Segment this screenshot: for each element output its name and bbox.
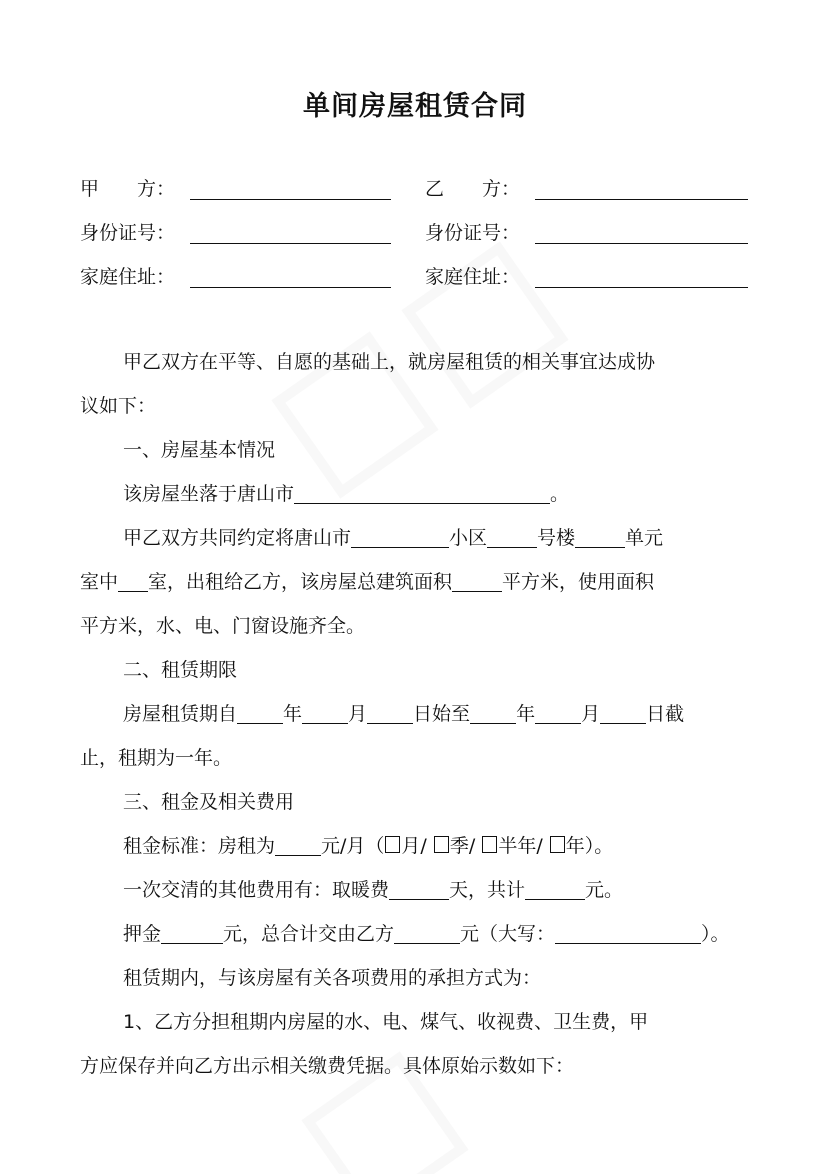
agreement-line-2: 室中 室，出租给乙方，该房屋总建筑面积 平方米，使用面积 xyxy=(80,571,655,593)
section-1-heading: 一、房屋基本情况 xyxy=(123,439,276,461)
heating-total-blank[interactable] xyxy=(525,877,585,900)
intro-line-2: 议如下： xyxy=(80,395,157,417)
party-b-id-label: 身份证号： xyxy=(425,222,521,244)
item-1-line-2: 方应保存并向乙方出示相关缴费凭据。具体原始示数如下： xyxy=(80,1055,575,1077)
unit-blank[interactable] xyxy=(575,525,625,548)
building-blank[interactable] xyxy=(487,525,537,548)
party-a-id-blank[interactable] xyxy=(190,243,391,244)
start-day-blank[interactable] xyxy=(367,701,413,724)
deposit-line: 押金 元，总合计交由乙方 元（大写： ）。 xyxy=(123,923,730,945)
party-b-address-blank[interactable] xyxy=(535,287,748,288)
intro-line-1: 甲乙双方在平等、自愿的基础上，就房屋租赁的相关事宜达成协 xyxy=(123,351,656,373)
rent-amount-blank[interactable] xyxy=(275,833,321,856)
party-a-address-field xyxy=(80,263,392,291)
party-a-id-field xyxy=(80,219,392,247)
half-year-checkbox[interactable] xyxy=(482,836,497,853)
deposit-blank[interactable] xyxy=(161,921,223,944)
party-b-blank[interactable] xyxy=(535,199,748,200)
heating-days-blank[interactable] xyxy=(389,877,449,900)
party-a-blank[interactable] xyxy=(190,199,391,200)
end-day-blank[interactable] xyxy=(600,701,646,724)
amount-in-words-blank[interactable] xyxy=(555,921,701,944)
term-line-1: 房屋租赁期自 年 月 日始至 年 月 日截 xyxy=(123,703,685,725)
agreement-line-3: 平方米，水、电、门窗设施齐全。 xyxy=(80,615,366,637)
end-month-blank[interactable] xyxy=(535,701,581,724)
party-a-field xyxy=(80,175,392,203)
party-a-address-label: 家庭住址： xyxy=(80,266,176,288)
location-blank[interactable] xyxy=(294,481,550,504)
monthly-checkbox[interactable] xyxy=(385,836,400,853)
agreement-line-1: 甲乙双方共同约定将唐山市 小区 号楼 单元 xyxy=(123,527,664,549)
start-month-blank[interactable] xyxy=(302,701,348,724)
location-line: 该房屋坐落于唐山市 。 xyxy=(123,483,570,505)
total-blank[interactable] xyxy=(394,921,460,944)
quarterly-checkbox[interactable] xyxy=(434,836,449,853)
start-year-blank[interactable] xyxy=(237,701,283,724)
costs-intro-line: 租赁期内，与该房屋有关各项费用的承担方式为： xyxy=(123,967,542,989)
rent-standard-line: 租金标准：房租为 元/月（ 月/ 季/ 半年/ 年）。 xyxy=(123,835,614,857)
page-title: 单间房屋租赁合同 xyxy=(303,91,527,122)
section-2-heading: 二、租赁期限 xyxy=(123,659,238,681)
term-line-2: 止，租期为一年。 xyxy=(80,747,233,769)
area-blank[interactable] xyxy=(452,569,502,592)
party-b-address-field xyxy=(425,263,749,291)
party-b-id-blank[interactable] xyxy=(535,243,748,244)
section-3-heading: 三、租金及相关费用 xyxy=(123,791,295,813)
community-blank[interactable] xyxy=(351,525,449,548)
party-b-field xyxy=(425,175,749,203)
party-b-id-field xyxy=(425,219,749,247)
onetime-fees-line: 一次交清的其他费用有：取暖费 天，共计 元。 xyxy=(123,879,624,901)
room-blank[interactable] xyxy=(118,569,148,592)
party-a-id-label: 身份证号： xyxy=(80,222,176,244)
party-b-label: 乙 方： xyxy=(425,178,521,200)
end-year-blank[interactable] xyxy=(470,701,516,724)
party-a-address-blank[interactable] xyxy=(190,287,391,288)
party-a-label: 甲 方： xyxy=(80,178,176,200)
item-1-line-1: 1、乙方分担租期内房屋的水、电、煤气、收视费、卫生费，甲 xyxy=(123,1011,649,1033)
yearly-checkbox[interactable] xyxy=(550,836,565,853)
party-b-address-label: 家庭住址： xyxy=(425,266,521,288)
